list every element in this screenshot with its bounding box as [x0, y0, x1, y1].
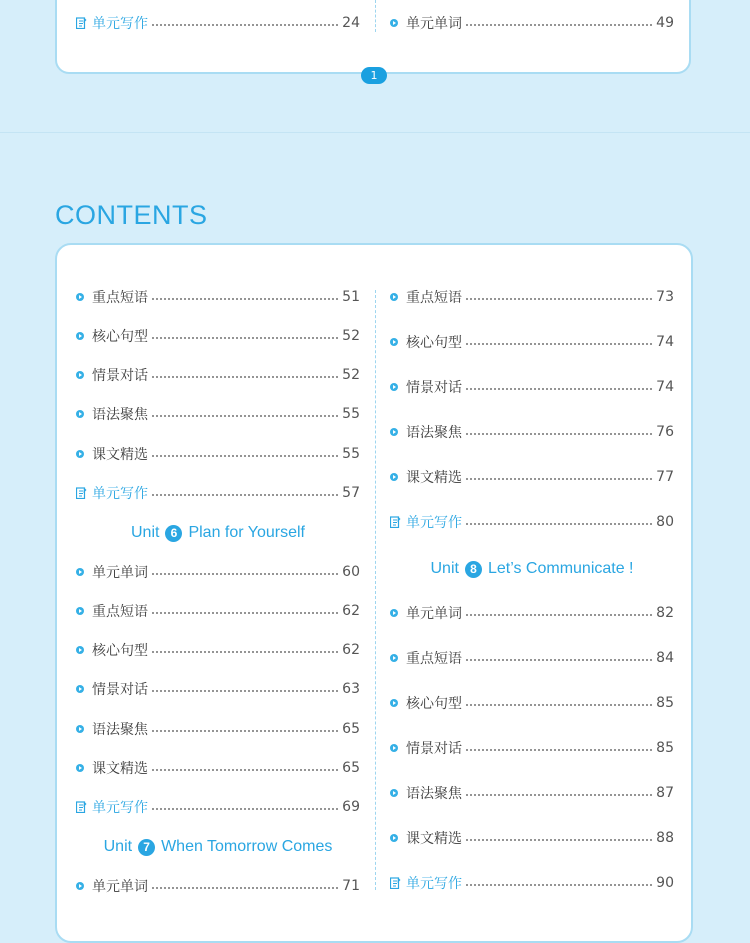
- unit-7-heading[interactable]: [76, 835, 360, 859]
- toc-entry[interactable]: [76, 601, 360, 621]
- bullet-icon: [390, 293, 406, 301]
- bullet-icon: [76, 371, 92, 379]
- toc-label: 单元单词: [92, 879, 148, 895]
- toc-page-number: 71: [342, 878, 360, 894]
- toc-page-number: 85: [656, 695, 674, 711]
- bullet-icon: [390, 338, 406, 346]
- toc-entry[interactable]: [390, 738, 674, 758]
- leader-dots: [151, 651, 339, 653]
- leader-dots: [465, 659, 653, 661]
- toc-entry[interactable]: [76, 365, 360, 385]
- toc-label: 核心句型: [92, 329, 148, 345]
- toc-label: 重点短语: [406, 290, 462, 306]
- toc-entry[interactable]: [76, 13, 360, 33]
- leader-dots: [465, 388, 653, 390]
- bullet-icon: [390, 699, 406, 707]
- leader-dots: [465, 343, 653, 345]
- leader-dots: [151, 612, 339, 614]
- toc-label: 课文精选: [92, 761, 148, 777]
- pencil-icon: [76, 487, 92, 499]
- toc-entry[interactable]: [76, 640, 360, 660]
- toc-entry[interactable]: [390, 873, 674, 893]
- toc-entry[interactable]: [390, 287, 674, 307]
- leader-dots: [151, 376, 339, 378]
- page-number-badge: 1: [361, 67, 387, 84]
- toc-page-number: 55: [342, 446, 360, 462]
- unit-number-badge: 8: [465, 561, 482, 578]
- toc-page-number: 88: [656, 830, 674, 846]
- bullet-icon: [76, 607, 92, 615]
- toc-label: 语法聚焦: [92, 722, 148, 738]
- toc-label: 情景对话: [406, 380, 462, 396]
- leader-dots: [151, 494, 339, 496]
- toc-page-number: 73: [656, 289, 674, 305]
- leader-dots: [151, 455, 339, 457]
- bullet-icon: [76, 410, 92, 418]
- bullet-icon: [76, 725, 92, 733]
- bullet-icon: [76, 685, 92, 693]
- toc-label: 核心句型: [92, 643, 148, 659]
- bullet-icon: [76, 293, 92, 301]
- toc-entry[interactable]: [390, 603, 674, 623]
- leader-dots: [151, 573, 339, 575]
- toc-page-number: 49: [656, 15, 674, 31]
- toc-page-number: 51: [342, 289, 360, 305]
- previous-page-card: [55, 0, 691, 74]
- toc-entry[interactable]: [390, 512, 674, 532]
- toc-page-number: 76: [656, 424, 674, 440]
- toc-page-number: 52: [342, 328, 360, 344]
- unit-title: Plan for Yourself: [188, 524, 305, 541]
- toc-entry[interactable]: [76, 758, 360, 778]
- toc-label: 单元写作: [406, 515, 462, 531]
- leader-dots: [465, 478, 653, 480]
- toc-page-number: 24: [342, 15, 360, 31]
- leader-dots: [465, 839, 653, 841]
- toc-label: 情景对话: [406, 741, 462, 757]
- bullet-icon: [76, 882, 92, 890]
- toc-entry[interactable]: [76, 483, 360, 503]
- toc-page-number: 82: [656, 605, 674, 621]
- leader-dots: [151, 887, 339, 889]
- toc-label: 核心句型: [406, 696, 462, 712]
- bullet-icon: [390, 428, 406, 436]
- toc-label: 语法聚焦: [406, 786, 462, 802]
- toc-entry[interactable]: [76, 719, 360, 739]
- unit-title: Let’s Communicate !: [487, 560, 634, 577]
- toc-entry[interactable]: [76, 444, 360, 464]
- bullet-icon: [390, 789, 406, 797]
- toc-entry[interactable]: [76, 287, 360, 307]
- toc-entry[interactable]: [390, 828, 674, 848]
- toc-label: 重点短语: [406, 651, 462, 667]
- toc-entry[interactable]: [390, 648, 674, 668]
- toc-label: 重点短语: [92, 604, 148, 620]
- toc-label: 语法聚焦: [406, 425, 462, 441]
- unit-word: Unit: [103, 838, 133, 855]
- toc-label: 情景对话: [92, 682, 148, 698]
- unit-word: Unit: [131, 524, 160, 541]
- toc-label: 核心句型: [406, 335, 462, 351]
- leader-dots: [465, 614, 653, 616]
- toc-entry[interactable]: [390, 422, 674, 442]
- unit-number-badge: 7: [138, 839, 155, 856]
- bullet-icon: [76, 568, 92, 576]
- pencil-icon: [390, 516, 406, 528]
- toc-page-number: 62: [342, 603, 360, 619]
- toc-label: 课文精选: [406, 831, 462, 847]
- leader-dots: [465, 884, 653, 886]
- toc-page-number: 69: [342, 799, 360, 815]
- toc-page-number: 87: [656, 785, 674, 801]
- pencil-icon: [76, 17, 92, 29]
- leader-dots: [151, 415, 339, 417]
- bullet-icon: [390, 19, 406, 27]
- toc-label: 单元写作: [406, 876, 462, 892]
- leader-dots: [151, 769, 339, 771]
- leader-dots: [465, 794, 653, 796]
- top-column-divider: [375, 0, 376, 32]
- bullet-icon: [390, 609, 406, 617]
- leader-dots: [151, 690, 339, 692]
- toc-page-number: 55: [342, 406, 360, 422]
- pencil-icon: [76, 801, 92, 813]
- bullet-icon: [76, 450, 92, 458]
- toc-label: 重点短语: [92, 290, 148, 306]
- toc-page-number: 62: [342, 642, 360, 658]
- page-separator: [0, 132, 750, 133]
- toc-entry[interactable]: [390, 783, 674, 803]
- bullet-icon: [76, 764, 92, 772]
- toc-label: 课文精选: [406, 470, 462, 486]
- toc-page-number: 57: [342, 485, 360, 501]
- toc-page-number: 65: [342, 721, 360, 737]
- toc-label: 单元单词: [92, 565, 148, 581]
- unit-6-heading[interactable]: [76, 521, 360, 545]
- pencil-icon: [390, 877, 406, 889]
- leader-dots: [465, 433, 653, 435]
- toc-page-number: 74: [656, 379, 674, 395]
- toc-page-number: 90: [656, 875, 674, 891]
- toc-page-number: 60: [342, 564, 360, 580]
- leader-dots: [465, 24, 653, 26]
- toc-entry[interactable]: [390, 693, 674, 713]
- leader-dots: [465, 298, 653, 300]
- toc-label: 课文精选: [92, 447, 148, 463]
- toc-page-number: 63: [342, 681, 360, 697]
- column-divider: [375, 290, 376, 890]
- bullet-icon: [390, 473, 406, 481]
- toc-label: 单元写作: [92, 16, 148, 32]
- toc-page-number: 80: [656, 514, 674, 530]
- toc-page-number: 74: [656, 334, 674, 350]
- bullet-icon: [390, 654, 406, 662]
- leader-dots: [151, 298, 339, 300]
- toc-label: 单元单词: [406, 16, 462, 32]
- toc-entry[interactable]: [76, 326, 360, 346]
- leader-dots: [151, 337, 339, 339]
- bullet-icon: [76, 646, 92, 654]
- leader-dots: [465, 523, 653, 525]
- toc-label: 情景对话: [92, 368, 148, 384]
- toc-label: 语法聚焦: [92, 407, 148, 423]
- leader-dots: [151, 808, 339, 810]
- toc-page-number: 65: [342, 760, 360, 776]
- toc-entry[interactable]: [76, 562, 360, 582]
- bullet-icon: [390, 834, 406, 842]
- bullet-icon: [76, 332, 92, 340]
- toc-entry[interactable]: [76, 797, 360, 817]
- toc-entry[interactable]: [390, 467, 674, 487]
- leader-dots: [465, 749, 653, 751]
- leader-dots: [465, 704, 653, 706]
- toc-entry[interactable]: [76, 679, 360, 699]
- toc-label: 单元单词: [406, 606, 462, 622]
- toc-page-number: 84: [656, 650, 674, 666]
- toc-label: 单元写作: [92, 486, 148, 502]
- toc-page-number: 85: [656, 740, 674, 756]
- toc-entry[interactable]: [390, 377, 674, 397]
- toc-entry[interactable]: [390, 332, 674, 352]
- toc-label: 单元写作: [92, 800, 148, 816]
- bullet-icon: [390, 383, 406, 391]
- unit-word: Unit: [430, 560, 459, 577]
- leader-dots: [151, 730, 339, 732]
- toc-entry[interactable]: [76, 876, 360, 896]
- toc-page-number: 77: [656, 469, 674, 485]
- contents-title: CONTENTS: [55, 200, 208, 230]
- unit-8-heading[interactable]: [390, 557, 674, 581]
- bullet-icon: [390, 744, 406, 752]
- unit-title: When Tomorrow Comes: [161, 838, 333, 855]
- toc-entry[interactable]: [390, 13, 674, 33]
- toc-entry[interactable]: [76, 404, 360, 424]
- unit-number-badge: 6: [165, 525, 182, 542]
- leader-dots: [151, 24, 339, 26]
- toc-page-number: 52: [342, 367, 360, 383]
